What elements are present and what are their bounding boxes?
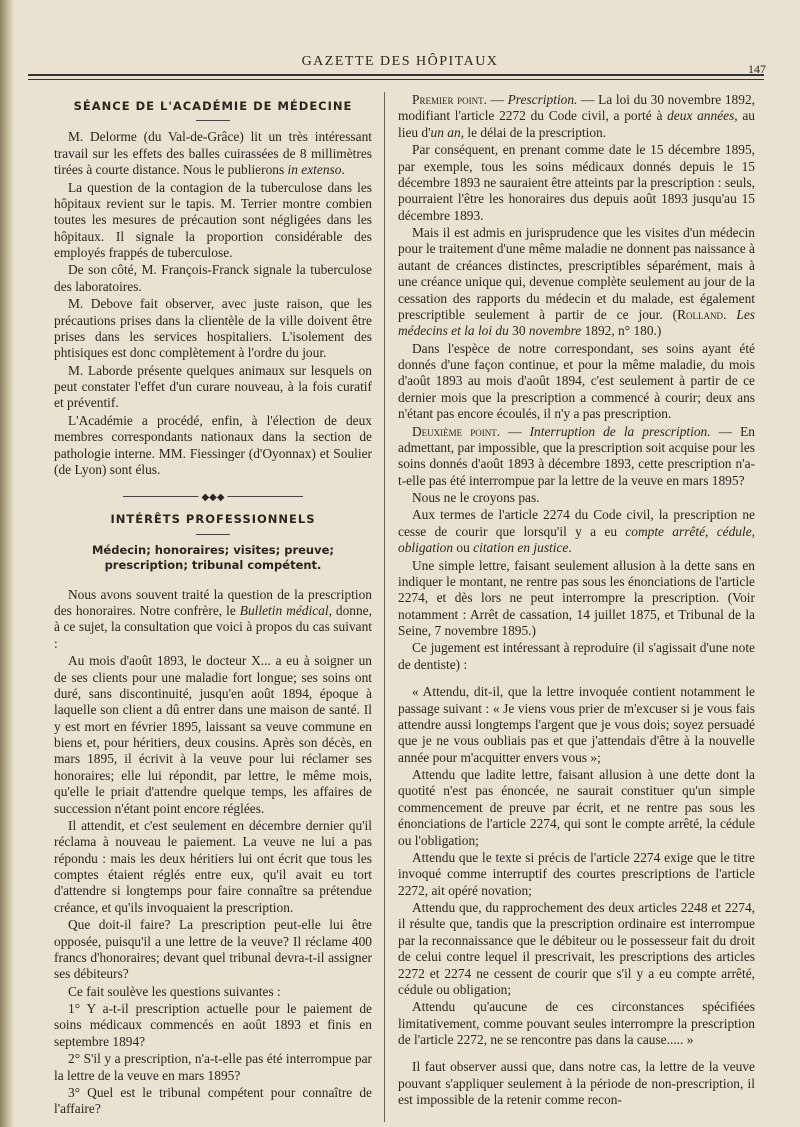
page-binding-edge <box>0 0 14 1127</box>
page-header <box>28 50 772 76</box>
paragraph: Aux termes de l'article 2274 du Code civil, la prescription ne cesse de courir que lorsqu'il y a eu compte arrêté, cédule, obligation ou citation en justice. <box>398 507 755 556</box>
running-title: GAZETTE DES HÔPITAUX <box>301 54 499 69</box>
paragraph: M. Laborde présente quelques animaux sur lesquels on peut constater l'effet d'un curare nouveau, à la fois curatif et préventif. <box>54 362 372 411</box>
spacer <box>398 1049 755 1059</box>
quoted-paragraph: Attendu que ladite lettre, faisant allusion à une dette dont la quotité n'est pas énoncée, ne saurait constituer qu'un simple commencement de preuve par écrit, et ne rentre pas sous les énonciations de l'article 2274, qui sont le compte arrêté, la cédule ou l'obligation; <box>398 767 755 848</box>
paragraph: Il faut observer aussi que, dans notre cas, la lettre de la veuve pouvant s'appliquer seulement à la période de non-prescription, il est impossible de la retenir comme recon- <box>398 1059 755 1108</box>
paragraph: De son côté, M. François-Franck signale la tuberculose des laboratoires. <box>54 262 372 294</box>
paragraph: Ce jugement est intéressant à reproduire (il s'agissait d'une note de dentiste) : <box>398 640 755 672</box>
paragraph: M. Delorme (du Val-de-Grâce) lit un très intéressant travail sur les effets des balles cuirassées de 8 millimètres tirées à courte distance. Nous le publierons in extenso. <box>54 129 372 178</box>
paragraph: Nous avons souvent traité la question de la prescription des honoraires. Notre confrère, le Bulletin médical, donne, à ce sujet, la consultation que voici à propos du cas suivant : <box>54 586 372 651</box>
quoted-paragraph: « Attendu, dit-il, que la lettre invoquée contient notamment le passage suivant : « Je viens vous prier de m'excuser si je vous fais attendre aussi longtemps l'argent que je vous dois; soyez persuadé que je ne vous oubliais pas et que j'attendais d'être à la nouvelle année pour m'acquitter envers vous »; <box>398 684 755 765</box>
paragraph: Deuxième point. — Interruption de la prescription. — En admettant, par impossible, que la prescription soit acquise pour les soins donnés d'août 1893 à décembre 1893, cette prescription n'a-t-elle pas été interrompue par la lettre de la veuve en mars 1895? <box>398 423 755 488</box>
paragraph: Premier point. — Prescription. — La loi du 30 novembre 1892, modifiant l'article 2272 du Code civil, a porté à deux années, au lieu d'un an, le délai de la prescription. <box>398 92 756 140</box>
paragraph: Nous ne le croyons pas. <box>412 490 540 505</box>
short-divider <box>196 120 230 121</box>
header-rule-thick <box>28 74 764 76</box>
paragraph: Que doit-il faire? La prescription peut-elle lui être opposée, puisqu'il a une lettre de la veuve? Il réclame 400 francs d'honoraires; devant quel tribunal devra-t-il assigner ses débiteurs? <box>54 917 372 982</box>
paragraph: M. Debove fait observer, avec juste raison, que les précautions prises dans la clientèle de la ville doivent être prises dans les services hospitaliers. L'isolement des phtisiques est donc complètement à l'ordre du jour. <box>54 296 372 361</box>
right-column <box>398 92 755 1110</box>
question-item: 3° Quel est le tribunal compétent pour connaître de l'affaire? <box>54 1084 372 1117</box>
short-divider <box>196 534 230 535</box>
section-title-academie: SÉANCE DE L'ACADÉMIE DE MÉDECINE <box>73 99 353 113</box>
subheading: Médecin; honoraires; visites; preuve; prescription; tribunal compétent. <box>91 542 335 572</box>
spacer <box>398 674 755 684</box>
paragraph: Par conséquent, en prenant comme date le 15 décembre 1895, par exemple, tous les soins médicaux donnés depuis le 15 décembre 1893 ne sauraient être atteints par la prescription : seuls, pourraient l'être les honoraires dus depuis août 1893 jusqu'au 15 décembre 1893. <box>398 142 755 223</box>
column-divider <box>384 92 385 1122</box>
quoted-paragraph: Attendu que, du rapprochement des deux articles 2248 et 2274, il résulte que, tandis que la prescription ordinaire est interrompue par la reconnaissance que le débiteur ou le possesseur fait du droit de celui contre lequel il prescrivait, les prescriptions des articles 2272 et 2274 ne cessent de courir que s'il y a eu compte arrêté, cédule ou obligation; <box>398 900 755 997</box>
left-column <box>54 92 372 1119</box>
paragraph: Ce fait soulève les questions suivantes : <box>68 983 281 999</box>
header-rule-thin <box>28 79 764 80</box>
ornamental-divider <box>123 492 303 504</box>
paragraph: Mais il est admis en jurisprudence que les visites d'un médecin pour le traitement d'une même maladie ne donnent pas naissance à autant de créances distinctes, prescriptibles séparément, mais à une créance unique qui, devenue complète seulement au jour de la cessation des rapports du médecin et du malade, est également prescriptible seulement à partir de ce jour. (Rolland. Les médecins et la loi du 30 novembre 1892, n° 180.) <box>398 225 755 339</box>
question-item: 2° S'il y a prescription, n'a-t-elle pas été interrompue par la lettre de la veuve en mars 1895? <box>54 1051 372 1083</box>
paragraph: Une simple lettre, faisant seulement allusion à la dette sans en indiquer le montant, ne rentre pas sous les énonciations de l'article 2274, et dès lors ne peut interrompre la prescription. (Voir notamment : Arrêt de cassation, 14 juillet 1875, et Tribunal de la Seine, 7 novembre 1895.) <box>398 557 755 638</box>
paragraph: La question de la contagion de la tuberculose dans les hôpitaux revient sur le tapis. M. Terrier montre combien toutes les mesures de précaution sont négligées dans les hôpitaux. Il signale la proportion considérable des employés frappés de tuberculose. <box>54 179 372 260</box>
paragraph: Il attendit, et c'est seulement en décembre dernier qu'il réclama à nouveau le paiement. La veuve ne lui a pas répondu : mais les deux héritiers lui ont écrit que tous les comptes étaient réglés entre eux, qu'il avait eu tort d'attendre si longtemps pour faire connaître sa prétendue créance, et qu'ils invoquaient la prescription. <box>54 817 372 915</box>
paragraph: Au mois d'août 1893, le docteur X... a eu à soigner un de ses clients pour une maladie fort longue; ses soins ont duré, sans discontinuité, jusqu'en août 1894, époque à laquelle son client a dû entrer dans une maison de santé. Il y est mort en février 1895, laissant sa veuve commune en biens et, pour héritiers, deux cousins. Après son décès, en mars 1895, il écrivit à la veuve pour lui réclamer ses honoraires; elle lui répondit, par lettre, le même mois, qu'elle le priait d'attendre quelque temps, les affaires de succession n'étant point encore réglées. <box>54 653 372 816</box>
ornament-icon: ◆◆◆ <box>198 490 227 506</box>
quoted-paragraph: Attendu que le texte si précis de l'article 2274 exige que le titre invoqué comme interruptif des courtes prescriptions de l'article 2272, ait opéré novation; <box>398 849 755 898</box>
page-number: 147 <box>748 62 766 76</box>
question-item: 1° Y a-t-il prescription actuelle pour le paiement de soins médicaux commencés en août 1893 et finis en septembre 1894? <box>54 1001 372 1049</box>
paragraph: Dans l'espèce de notre correspondant, ses soins ayant été donnés d'une façon continue, et pour la même maladie, du mois d'août 1893 au mois d'août 1894, c'est seulement à partir de ce dernier mois que la prescription a commencé à courir; deux ans n'étant pas encore écoulés, il n'y a pas prescription. <box>398 340 755 422</box>
paragraph: L'Académie a procédé, enfin, à l'élection de deux membres correspondants nationaux dans la section de pathologie interne. MM. Fiessinger (d'Oyonnax) et Soulier (de Lyon) sont élus. <box>54 412 372 477</box>
section-title-interets: INTÉRÊTS PROFESSIONNELS <box>110 512 316 527</box>
quoted-paragraph: Attendu qu'aucune de ces circonstances spécifiées limitativement, comme pouvant seules interrompre la prescription de l'article 2272, ne se rencontre pas dans la cause..... » <box>398 999 755 1047</box>
